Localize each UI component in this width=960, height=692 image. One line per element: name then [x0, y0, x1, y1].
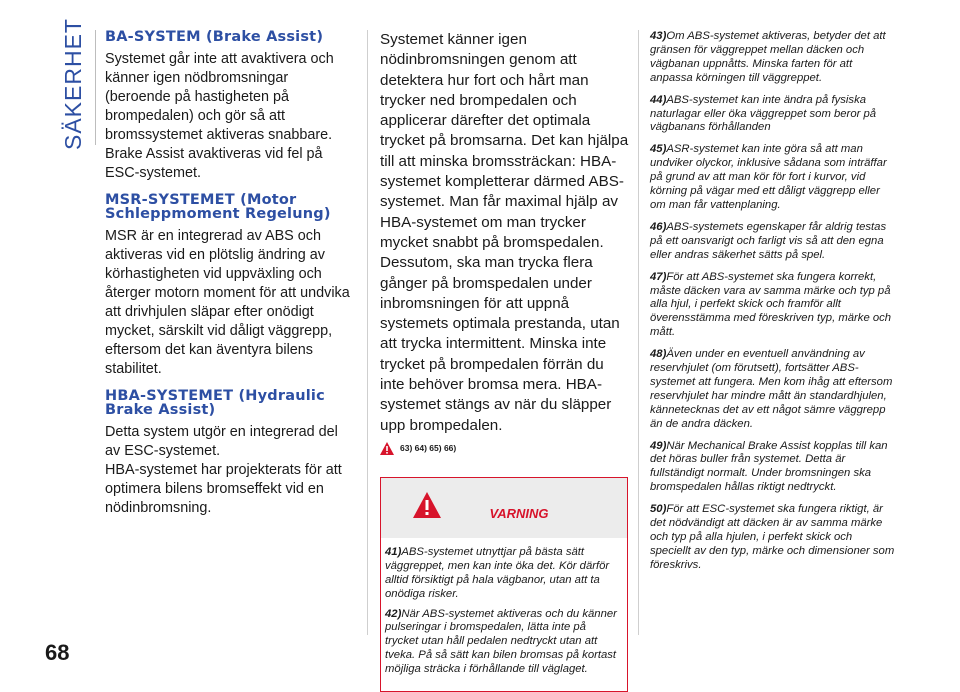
warning-body — [381, 538, 627, 691]
section-heading-hba-system: HBA-SYSTEMET (Hydraulic Brake Assist) — [105, 388, 325, 418]
note-number: 47) — [650, 270, 667, 283]
note-number: 50) — [650, 503, 667, 516]
column-left — [105, 30, 355, 528]
warning-note — [650, 143, 895, 213]
side-tab-divider — [95, 30, 96, 145]
note-text: ABS-systemet utnyttjar på bästa sätt väggreppet, men kan inte öka det. Kör därför alltid försiktigt på hala vägbanor, utan att ta onödiga risker. — [385, 545, 610, 600]
section-side-tab — [60, 18, 86, 150]
column-divider — [638, 30, 639, 635]
note-text: För att ESC-systemet ska fungera riktigt, är det nödvändigt att däcken är av samma märke och typ på alla hjulen, i perfekt skick och speciellt av den typ, märke och dimensioner som föreskrivs. — [650, 503, 895, 571]
note-number: 48) — [650, 348, 667, 361]
note-text: ABS-systemet kan inte ändra på fysiska naturlagar eller öka väggreppet som beror på vägbanans förhållanden — [650, 93, 877, 134]
note-number: 42) — [385, 607, 402, 620]
note-text: För att ABS-systemet ska fungera korrekt, måste däcken vara av samma märke och typ på alla hjul, i perfekt skick och framför allt överensstämma med föreskriven typ, märke och mått. — [650, 270, 892, 339]
hba-continued-body: Systemet känner igen nödinbromsningen genom att detektera hur fort och hårt man trycker ned brompedalen och applicerar därefter det optimala trycket på bromsarna. Det kan hjälpa till att minska bromssträckan: HBA-systemet kompletterar därmed ABS-systemet. Man får maximal hjälp av HBA-systemet om man trycker mycket snabbt på bromspedalen. Dessutom, ska man trycka flera gånger på bromspedalen under inbromsningen för att uppnå systemets optimala prestanda, utan att trycka intermittent. Minska inte trycket på brompedalen förrän du inte behöver bromsa mera. HBA-systemet stängs av när du släpper upp brompedalen. — [380, 31, 629, 434]
note-number: 46) — [650, 220, 667, 233]
warning-reference-numbers: 63) 64) 65) 66) — [400, 443, 457, 454]
section-body-msr-system: MSR är en integrerad av ABS och aktiveras vid en plötslig ändring av körhastigheten vid uppväxling och återger motorn moment för att undvika att drivhjulen släpar efter onödigt mycket, särskilt vid dåligt väggrepp, eftersom det kan äventyra bilens stabilitet. — [105, 228, 350, 377]
section-body-hba-system: Detta system utgör en integrerad del av ESC-systemet. HBA-systemet har projekterats för att optimera bilens bromseffekt vid en nödinbromsning. — [105, 424, 342, 516]
warning-note — [650, 30, 895, 86]
note-number: 41) — [385, 545, 402, 558]
note-number: 45) — [650, 143, 667, 156]
warning-title: VARNING — [489, 505, 549, 521]
warning-note — [650, 348, 895, 431]
warning-note — [650, 94, 895, 136]
section-heading-msr-system: MSR-SYSTEMET (Motor Schleppmoment Regelung) — [105, 192, 331, 222]
section-side-tab-label: SÄKERHET — [60, 18, 86, 150]
column-right — [650, 30, 895, 581]
note-number: 49) — [650, 439, 667, 452]
warning-note — [650, 503, 895, 573]
warning-references — [380, 442, 630, 455]
column-middle — [380, 30, 630, 692]
warning-note — [650, 271, 895, 341]
warning-header — [381, 478, 627, 538]
warning-note — [385, 546, 621, 602]
note-number: 43) — [650, 30, 667, 42]
warning-note — [385, 608, 621, 678]
warning-triangle-icon — [380, 442, 394, 455]
note-text: När Mechanical Brake Assist kopplas till kan det höras buller från systemet. Detta är fullständigt normalt. Under bromsningen ska bromspedalen hållas riktigt nedtryckt. — [650, 439, 888, 494]
section-heading-ba-system: BA-SYSTEM (Brake Assist) — [105, 29, 324, 45]
warning-note — [650, 221, 895, 263]
column-divider — [367, 30, 368, 635]
warning-box — [380, 477, 628, 692]
note-text: ASR-systemet kan inte göra så att man undviker olyckor, inklusive sådana som inträffar på grund av att man kör för fort i kurvor, vid körning på vägar med ett dåligt väggrepp eller om man får vattenplaning. — [650, 143, 887, 211]
note-number: 44) — [650, 93, 667, 106]
note-text: ABS-systemets egenskaper får aldrig testas på ett oansvarigt och farligt vis så att den egna eller andras säkerhet sätts på spel. — [650, 220, 887, 261]
section-body-ba-system: Systemet går inte att avaktivera och känner igen nödbromsningar (beroende på hastigheten på brompedalen) och gör så att bromssystemet aktiveras snabbare. Brake Assist avaktiveras vid fel på ESC-systemet. — [105, 51, 334, 181]
note-text: När ABS-systemet aktiveras och du känner pulseringar i bromspedalen, lätta inte på trycket utan håll pedalen nedtryckt utan att tveka. På så sätt kan bilen bromsas på kortast möjliga sträcka i förhållande till väglaget. — [385, 607, 617, 676]
page-number: 68 — [45, 640, 70, 665]
note-text: Även under en eventuell användning av reservhjulet (om förutsett), fortsätter ABS-systemet att fungera. Men kom ihåg att eftersom reservhjulet har mindre mått än standardhjulen, kännetecknas det av ett något sämre väggrepp än de andra däcken. — [650, 348, 893, 430]
note-text: Om ABS-systemet aktiveras, betyder det att gränsen för väggreppet mellan däcken och vägbanan uppnåtts. Minska farten för att anpassa körningen till väggreppet. — [650, 30, 886, 84]
warning-note — [650, 440, 895, 496]
